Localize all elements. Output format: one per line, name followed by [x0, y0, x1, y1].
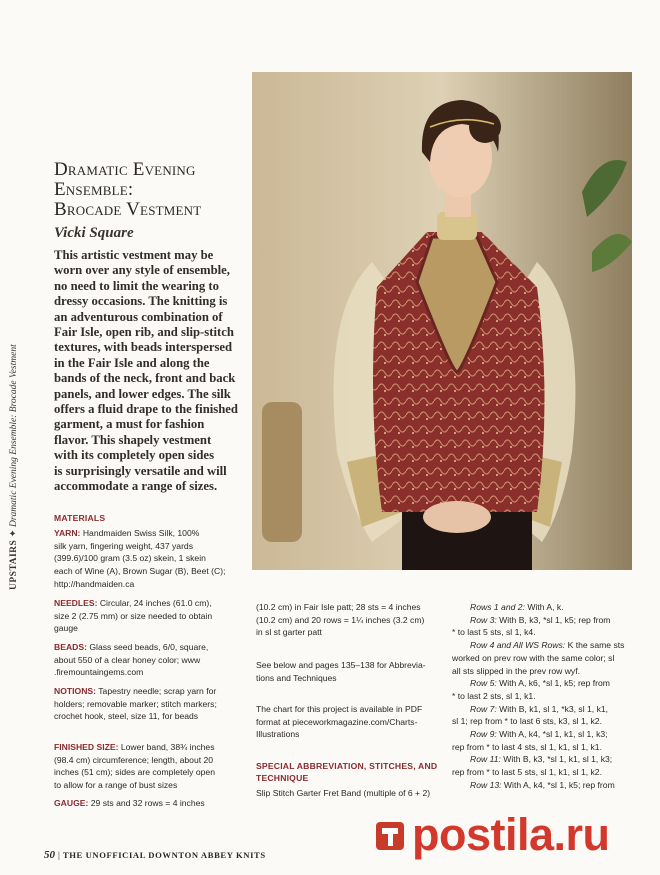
finished-size-line: Lower band, 38¾ inches [120, 742, 215, 752]
yarn-line: Handmaiden Swiss Silk, 100% [82, 528, 200, 538]
needles-line: Circular, 24 inches (61.0 cm), [99, 598, 212, 608]
page-footer [44, 849, 266, 861]
needles-line: gauge [54, 623, 78, 634]
row-text: With A, k6, *sl 1, k5; rep from [499, 678, 610, 689]
row-label: Row 11: [470, 754, 501, 765]
gauge-cont-line: (10.2 cm) in Fair Isle patt; 28 sts = 4 inches [256, 602, 421, 612]
row-label: Rows 1 and 2: [470, 602, 525, 612]
gauge-continued [256, 601, 456, 639]
intro-line: bands of the neck, front and back [54, 371, 236, 386]
row-text: sl 1; rep from * to last 6 sts, k3, sl 1, k2. [452, 716, 602, 727]
needles-line: size 2 (2.75 mm) or size needed to obtain [54, 610, 213, 621]
special-heading-line: TECHNIQUE [256, 773, 309, 783]
row-text: With B, k3, *sl 1, k1, sl 1, k3; [503, 754, 613, 765]
row-text: With B, k1, sl 1, *k3, sl 1, k1, [499, 703, 609, 714]
finished-size-line: to allow for a range of bust sizes [54, 780, 178, 791]
chart-note [256, 703, 456, 741]
beads-line: about 550 of a clear honey color; www [54, 654, 201, 665]
row-label: Row 4 and All WS Rows: [470, 640, 566, 651]
yarn-link: http://handmaiden.ca [54, 578, 135, 589]
special-text-line: Slip Stitch Garter Fret Band (multiple of 6 + 2) [256, 788, 431, 798]
needles-label: NEEDLES: [54, 598, 98, 608]
row-text: all sts slipped in the prev row wyf. [452, 665, 581, 676]
title-line-2: Ensemble: [54, 179, 134, 200]
title-line-1: Dramatic Evening [54, 159, 196, 180]
row-instructions [452, 601, 642, 792]
intro-line: dressy occasions. The knitting is [54, 294, 228, 309]
finished-size-line: (98.4 cm) circumference; length, about 20 [54, 754, 214, 765]
page-number: 50 [44, 849, 55, 861]
intro-line: flavor. This shapely vestment [54, 432, 212, 447]
beads-label: BEADS: [54, 642, 87, 652]
intro-line: textures, with beads interspersed [54, 340, 233, 355]
row-text: With A, k4, *sl 1, k5; rep from [503, 779, 615, 790]
abbreviations-note [256, 659, 456, 684]
needles-section [54, 597, 249, 635]
row-text: With A, k. [527, 602, 564, 612]
intro-line: worn over any style of ensemble, [54, 263, 230, 278]
beads-section [54, 641, 249, 679]
row-text: K the same sts [567, 640, 625, 651]
yarn-label: YARN: [54, 528, 81, 538]
row-label: Row 7: [470, 703, 497, 714]
notions-section [54, 685, 249, 723]
intro-line: with its completely open sides [54, 448, 215, 463]
notions-line: holders; removable marker; stitch markers; [54, 698, 217, 709]
row-text: * to last 5 sts, sl 1, k4. [452, 627, 536, 638]
finished-size-section [54, 741, 249, 792]
intro-line: no need to limit the wearing to [54, 278, 219, 293]
notions-line: Tapestry needle; scrap yarn for [98, 686, 217, 696]
yarn-line: (399.6)/100 gram (3.5 oz) skein, 1 skein [54, 553, 206, 564]
intro-line: an adventurous combination of [54, 309, 223, 324]
row-label: Row 9: [470, 729, 497, 740]
chart-note-line: Illustrations [256, 729, 300, 740]
title-line-3: Brocade Vestment [54, 199, 202, 220]
divider: | [58, 851, 60, 861]
model-illustration [252, 72, 632, 570]
intro-line: garment, a must for fashion [54, 417, 205, 432]
row-label: Row 5: [470, 678, 497, 689]
yarn-line: each of Wine (A), Brown Sugar (B), Beet (C); [54, 566, 226, 577]
book-title: THE UNOFFICIAL DOWNTON ABBEY KNITS [62, 850, 266, 860]
running-head-vertical [8, 290, 20, 590]
gauge-label: GAUGE: [54, 798, 89, 808]
intro-line: offers a fluid drape to the finished [54, 402, 238, 417]
finished-size-line: inches (51 cm); sides are completely open [54, 767, 215, 778]
materials-heading: MATERIALS [54, 513, 106, 523]
row-text: * to last 2 sts, sl 1, k1. [452, 690, 536, 701]
row-text: worked on prev row with the same color; sl [452, 652, 615, 663]
special-heading-line: SPECIAL ABBREVIATION, STITCHES, AND [256, 761, 438, 771]
special-text [256, 787, 456, 800]
intro-line: Fair Isle, open rib, and slip-stitch [54, 325, 234, 340]
yarn-line: silk yarn, fingering weight, 437 yards [54, 540, 194, 551]
abbrev-line: tions and Techniques [256, 672, 337, 683]
article-title [54, 160, 254, 220]
arrow-icon: ✦ [9, 527, 19, 538]
garment-photo [252, 72, 632, 570]
intro-line: is surprisingly versatile and will [54, 463, 227, 478]
running-head-title: Dramatic Evening Ensemble: Brocade Vestment [9, 344, 19, 527]
row-label: Row 3: [470, 614, 497, 625]
intro-line: in the Fair Isle and along the [54, 355, 210, 370]
watermark-text: postila.ru [412, 809, 610, 860]
gauge-cont-line: (10.2 cm) and 20 rows = 1¼ inches (3.2 cm) [256, 614, 425, 625]
author-byline: Vicki Square [54, 225, 134, 241]
row-text: With A, k4, *sl 1, k1, sl 1, k3; [499, 729, 608, 740]
beads-line: .firemountaingems.com [54, 667, 144, 678]
row-label: Row 13: [470, 779, 502, 790]
intro-line: panels, and lower edges. The silk [54, 386, 231, 401]
special-abbreviation-heading [256, 760, 451, 784]
row-text: rep from * to last 5 sts, sl 1, k1, sl 1, k2. [452, 767, 602, 778]
running-head-section: UPSTAIRS [9, 539, 19, 590]
beads-line: Glass seed beads, 6/0, square, [89, 642, 209, 652]
intro-paragraph [54, 248, 254, 495]
yarn-section [54, 527, 249, 591]
notions-line: crochet hook, steel, size 11, for beads [54, 711, 199, 722]
row-text: rep from * to last 4 sts, sl 1, k1, sl 1, k1. [452, 741, 602, 752]
watermark [362, 808, 652, 864]
postila-logo-icon [376, 822, 404, 850]
gauge-line: 29 sts and 32 rows = 4 inches [90, 798, 205, 808]
gauge-section [54, 797, 249, 810]
chart-note-line: The chart for this project is available in PDF [256, 704, 423, 714]
intro-line: This artistic vestment may be [54, 248, 214, 262]
abbrev-line: See below and pages 135–138 for Abbrevia- [256, 660, 426, 670]
row-text: With B, k3, *sl 1, k5; rep from [499, 614, 611, 625]
finished-size-label: FINISHED SIZE: [54, 742, 119, 752]
intro-line: accommodate a range of sizes. [54, 479, 218, 494]
gauge-cont-line: in sl st garter patt [256, 627, 322, 638]
notions-label: NOTIONS: [54, 686, 97, 696]
chart-note-line: format at pieceworkmagazine.com/Charts- [256, 716, 418, 727]
